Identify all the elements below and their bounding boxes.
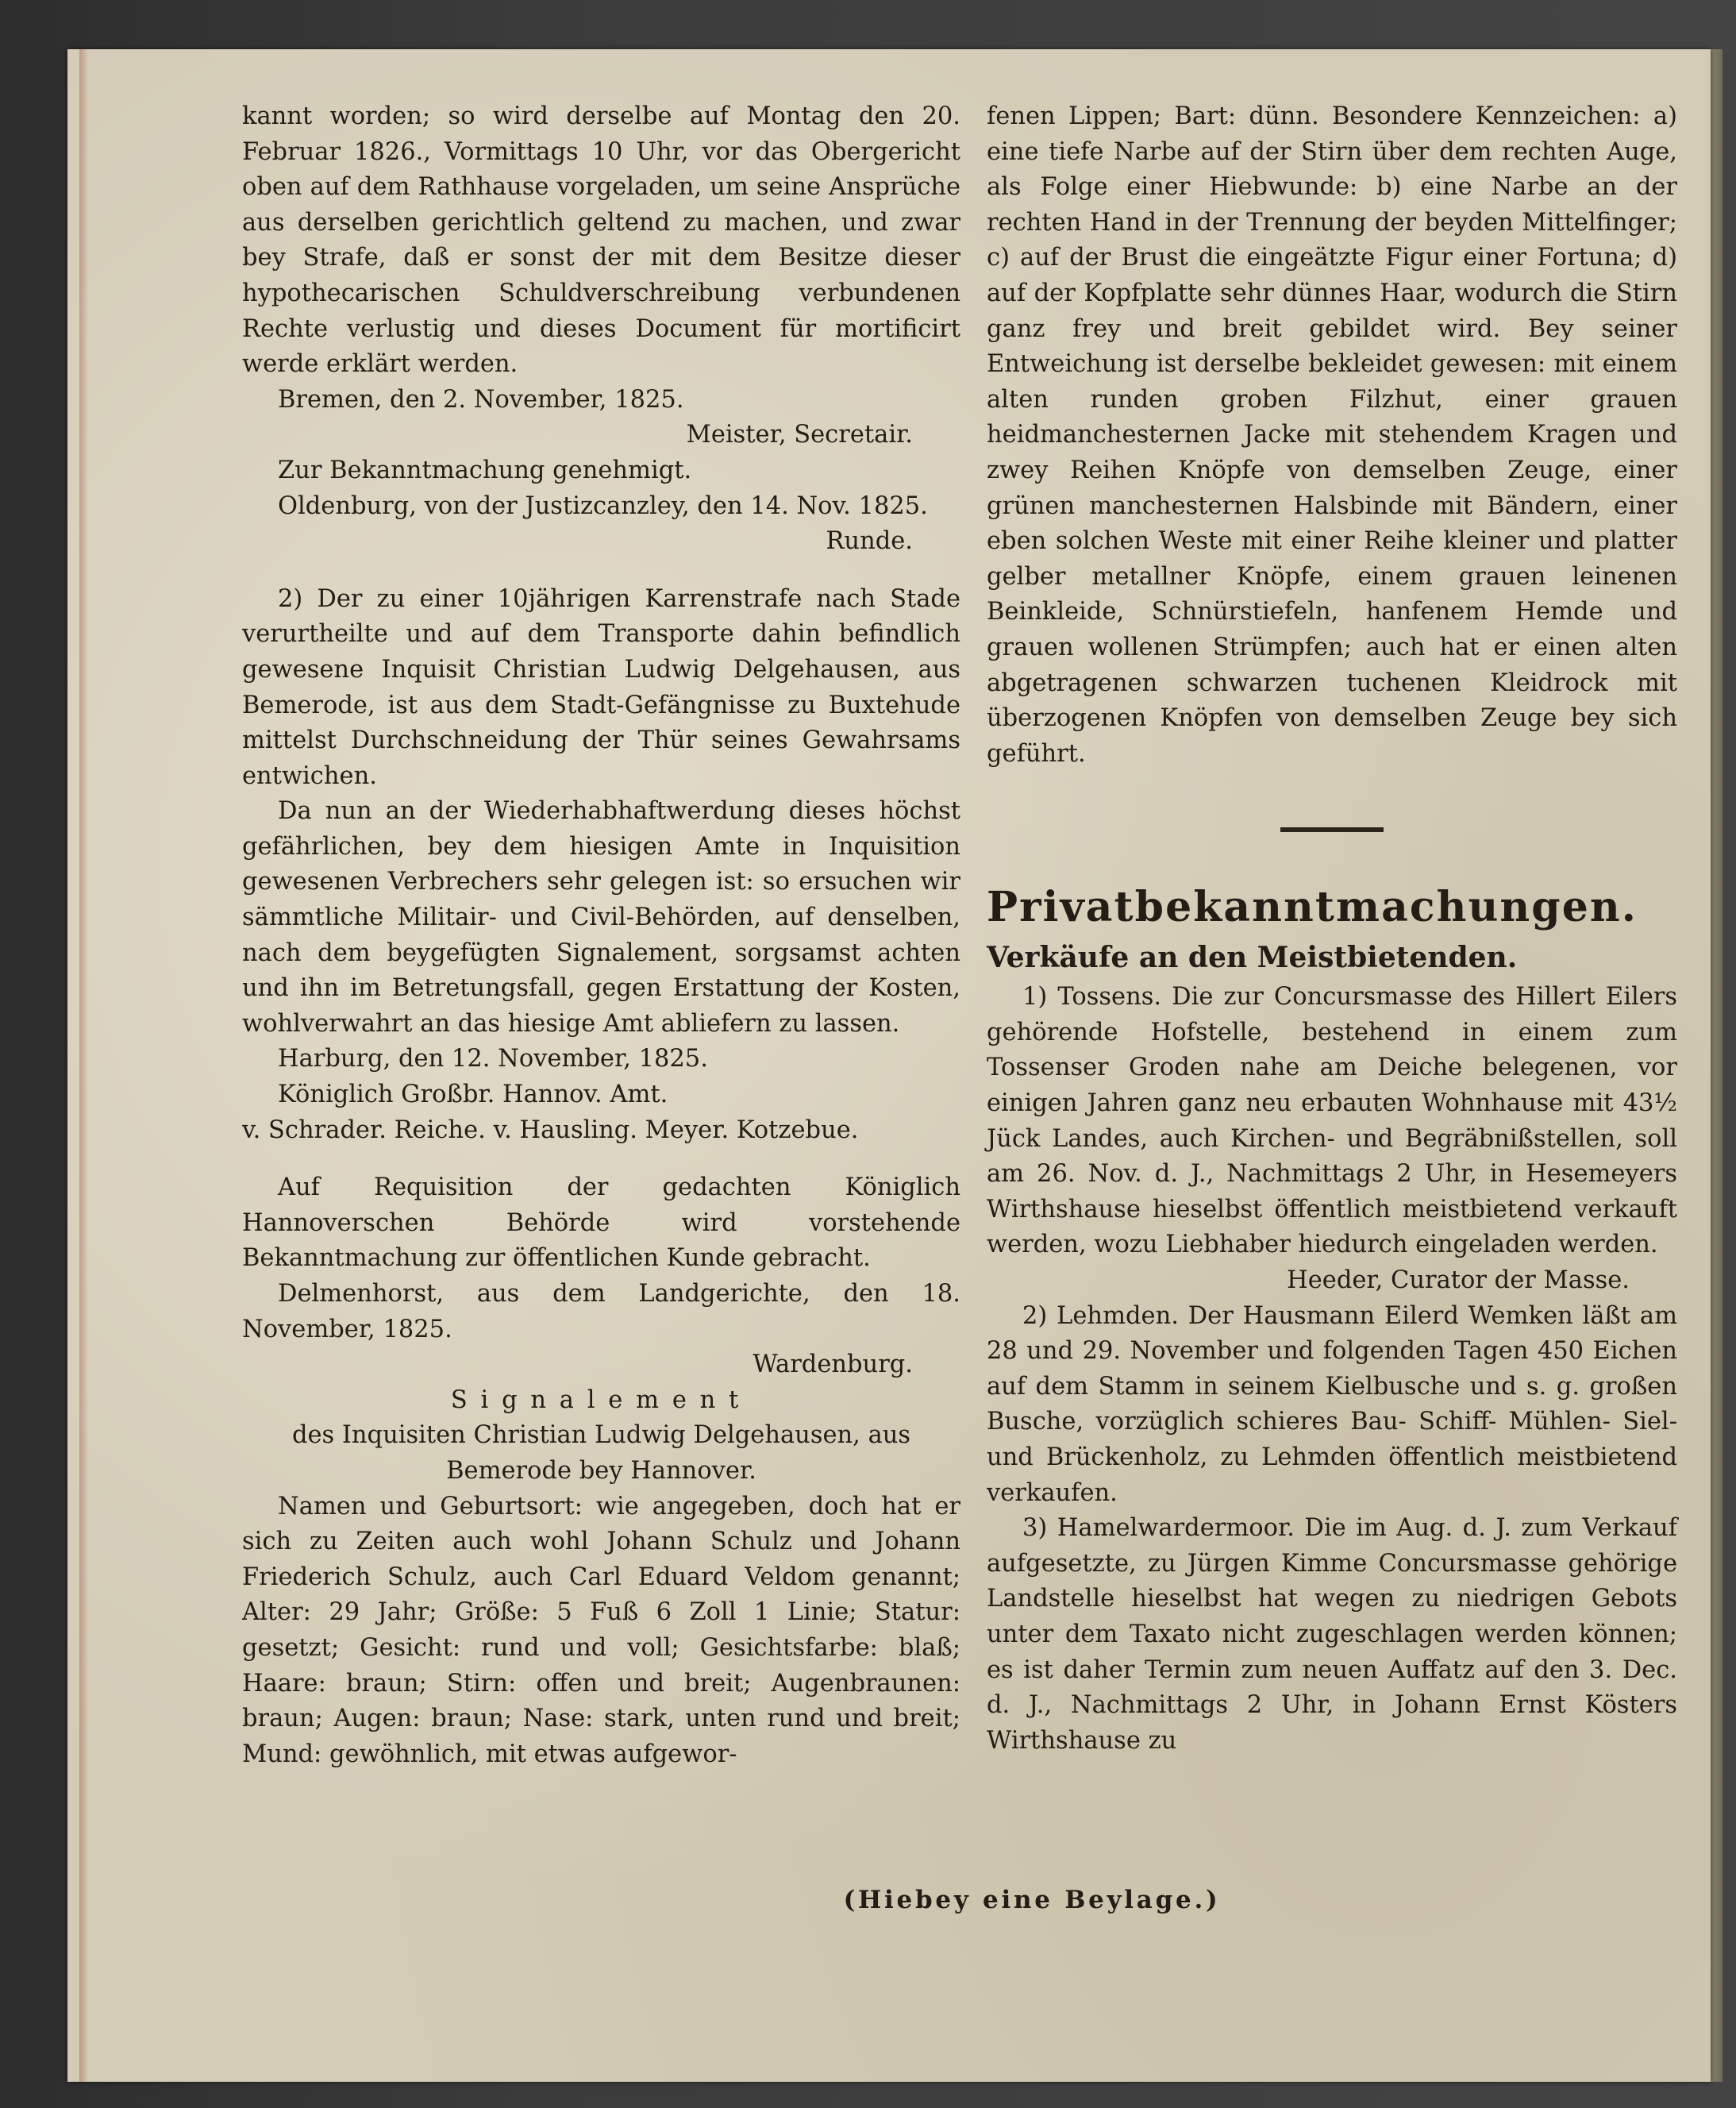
paragraph: Oldenburg, von der Justizcanzley, den 14. Nov. 1825. (278, 491, 928, 520)
paragraph: Zur Bekanntmachung genehmigt. (278, 456, 692, 484)
paragraph: kannt worden; so wird derselbe auf Montag den 20. Februar 1826., Vormittags 10 Uhr, vor das Obergericht oben auf dem Rathhause vorgeladen, um seine Ansprüche aus derselben gerichtlich geltend zu machen, und zwar bey Strafe, daß er sonst der mit dem Besitze dieser hypothecarischen Schuldverschreibung verbundenen Rechte verlustig und dieses Document für mortificirt werde erklärt werden. (242, 102, 960, 379)
section-title: Signalement (450, 1385, 753, 1414)
right-column (987, 99, 1677, 1759)
page-margin-stain (79, 49, 87, 2082)
paragraph: 3) Hamelwardermoor. Die im Aug. d. J. zum Verkauf aufgesetzte, zu Jürgen Kimme Concursmasse gehörige Landstelle hieselbst hat wegen zu niedrigen Gebots unter dem Taxato nicht zugeschlagen werden können; es ist daher Termin zum neuen Auffatz auf den 3. Dec. d. J., Nachmittags 2 Uhr, in Johann Ernst Kösters Wirthshause zu (987, 1514, 1677, 1755)
signature-line: Heeder, Curator der Masse. (1287, 1266, 1630, 1295)
paragraph: Auf Requisition der gedachten Königlich Hannoverschen Behörde wird vorstehende Bekanntmachung zur öffentlichen Kunde gebracht. (242, 1173, 960, 1273)
signature-line: v. Schrader. Reiche. v. Hausling. Meyer. Kotzebue. (242, 1116, 859, 1144)
paragraph: Delmenhorst, aus dem Landgerichte, den 18. November, 1825. (242, 1280, 960, 1343)
paragraph: Namen und Geburtsort: wie angegeben, doch hat er sich zu Zeiten auch wohl Johann Schulz und Johann Friederich Schulz, auch Carl Eduard Veldom genannt; Alter: 29 Jahr; Größe: 5 Fuß 6 Zoll 1 Linie; Statur: gesetzt; Gesicht: rund und voll; Gesichtsfarbe: blaß; Haare: braun; Stirn: offen und breit; Augenbraunen: braun; Augen: braun; Nase: stark, unten rund und breit; Mund: gewöhnlich, mit etwas aufgewor- (242, 1492, 960, 1768)
paragraph: fenen Lippen; Bart: dünn. Besondere Kennzeichen: a) eine tiefe Narbe auf der Stirn über dem rechten Auge, als Folge einer Hiebwunde: b) eine Narbe an der rechten Hand in der Trennung der beyden Mittelfinger; c) auf der Brust die eingeätzte Figur einer Fortuna; d) auf der Kopfplatte sehr dünnes Haar, wodurch die Stirn ganz frey und breit gebildet wird. Bey seiner Entweichung ist derselbe bekleidet gewesen: mit einem alten runden groben Filzhut, einer grauen heidmanchesternen Jacke mit stehendem Kragen und zwey Reihen Knöpfe von demselben Zeuge, einer grünen manchesternen Halsbinde mit Bändern, einer eben solchen Weste mit einer Reihe kleiner und platter gelber metallner Knöpfe, einem grauen leinenen Beinkleide, Schnürstiefeln, hanfenem Hemde und grauen wollenen Strümpfen; auch hat er einen alten abgetragenen schwarzen tuchenen Kleidrock mit überzogenen Knöpfen von demselben Zeuge bey sich geführt. (987, 102, 1677, 768)
paragraph: 2) Der zu einer 10jährigen Karrenstrafe nach Stade verurtheilte und auf dem Transporte dahin befindlich gewesene Inquisit Christian Ludwig Delgehausen, aus Bemerode, ist aus dem Stadt-Gefängnisse zu Buxtehude mittelst Durchschneidung der Thür seines Gewahrsams entwichen. (242, 584, 960, 790)
paragraph: Königlich Großbr. Hannov. Amt. (278, 1081, 668, 1109)
paragraph: Harburg, den 12. November, 1825. (278, 1045, 708, 1073)
signature-line: Meister, Secretair. (686, 421, 913, 449)
section-heading: Privatbekanntmachungen. (987, 883, 1638, 932)
paragraph: Bremen, den 2. November, 1825. (278, 385, 684, 414)
footer-note: (Hiebey eine Beylage.) (843, 1886, 1221, 1914)
paragraph: Da nun an der Wiederhabhaftwerdung dieses höchst gefährlichen, bey dem hiesigen Amte in Inquisition gewesenen Verbrechers sehr gelegen ist: so ersuchen wir sämmtliche Militair- und Civil-Behörden, auf denselben, nach dem beygefügten Signalement, sorgsamst achten und ihn im Betretungsfall, gegen Erstattung der Kosten, wohlverwahrt an das hiesige Amt abliefern zu lassen. (242, 797, 960, 1038)
signature-line: Wardenburg. (753, 1351, 913, 1379)
section-subtitle: des Inquisiten Christian Ludwig Delgehausen, aus Bemerode bey Hannover. (291, 1421, 911, 1485)
section-subheading: Verkäufe an den Meistbietenden. (987, 941, 1518, 975)
paragraph: 2) Lehmden. Der Hausmann Eilerd Wemken läßt am 28 und 29. November und folgenden Tagen 450 Eichen auf dem Stamm in seinem Kielbusche und s. g. großen Busche, vorzüglich schieres Bau- Schiff- Mühlen- Siel- und Brückenholz, zu Lehmden öffentlich meistbietend verkaufen. (987, 1301, 1677, 1507)
paragraph: 1) Tossens. Die zur Concursmasse des Hillert Eilers gehörende Hofstelle, bestehend in einem zum Tossenser Groden nahe am Deiche belegenen, vor einigen Jahren ganz neu erbauten Wohnhause mit 43½ Jück Landes, auch Kirchen- und Begräbnißstellen, soll am 26. Nov. d. J., Nachmittags 2 Uhr, in Hesemeyers Wirthshause hieselbst öffentlich meistbietend verkauft werden, wozu Liebhaber hiedurch eingeladen werden. (987, 983, 1677, 1259)
signature-line: Runde. (826, 527, 913, 556)
divider-rule (1280, 827, 1384, 832)
left-column (242, 99, 960, 1772)
